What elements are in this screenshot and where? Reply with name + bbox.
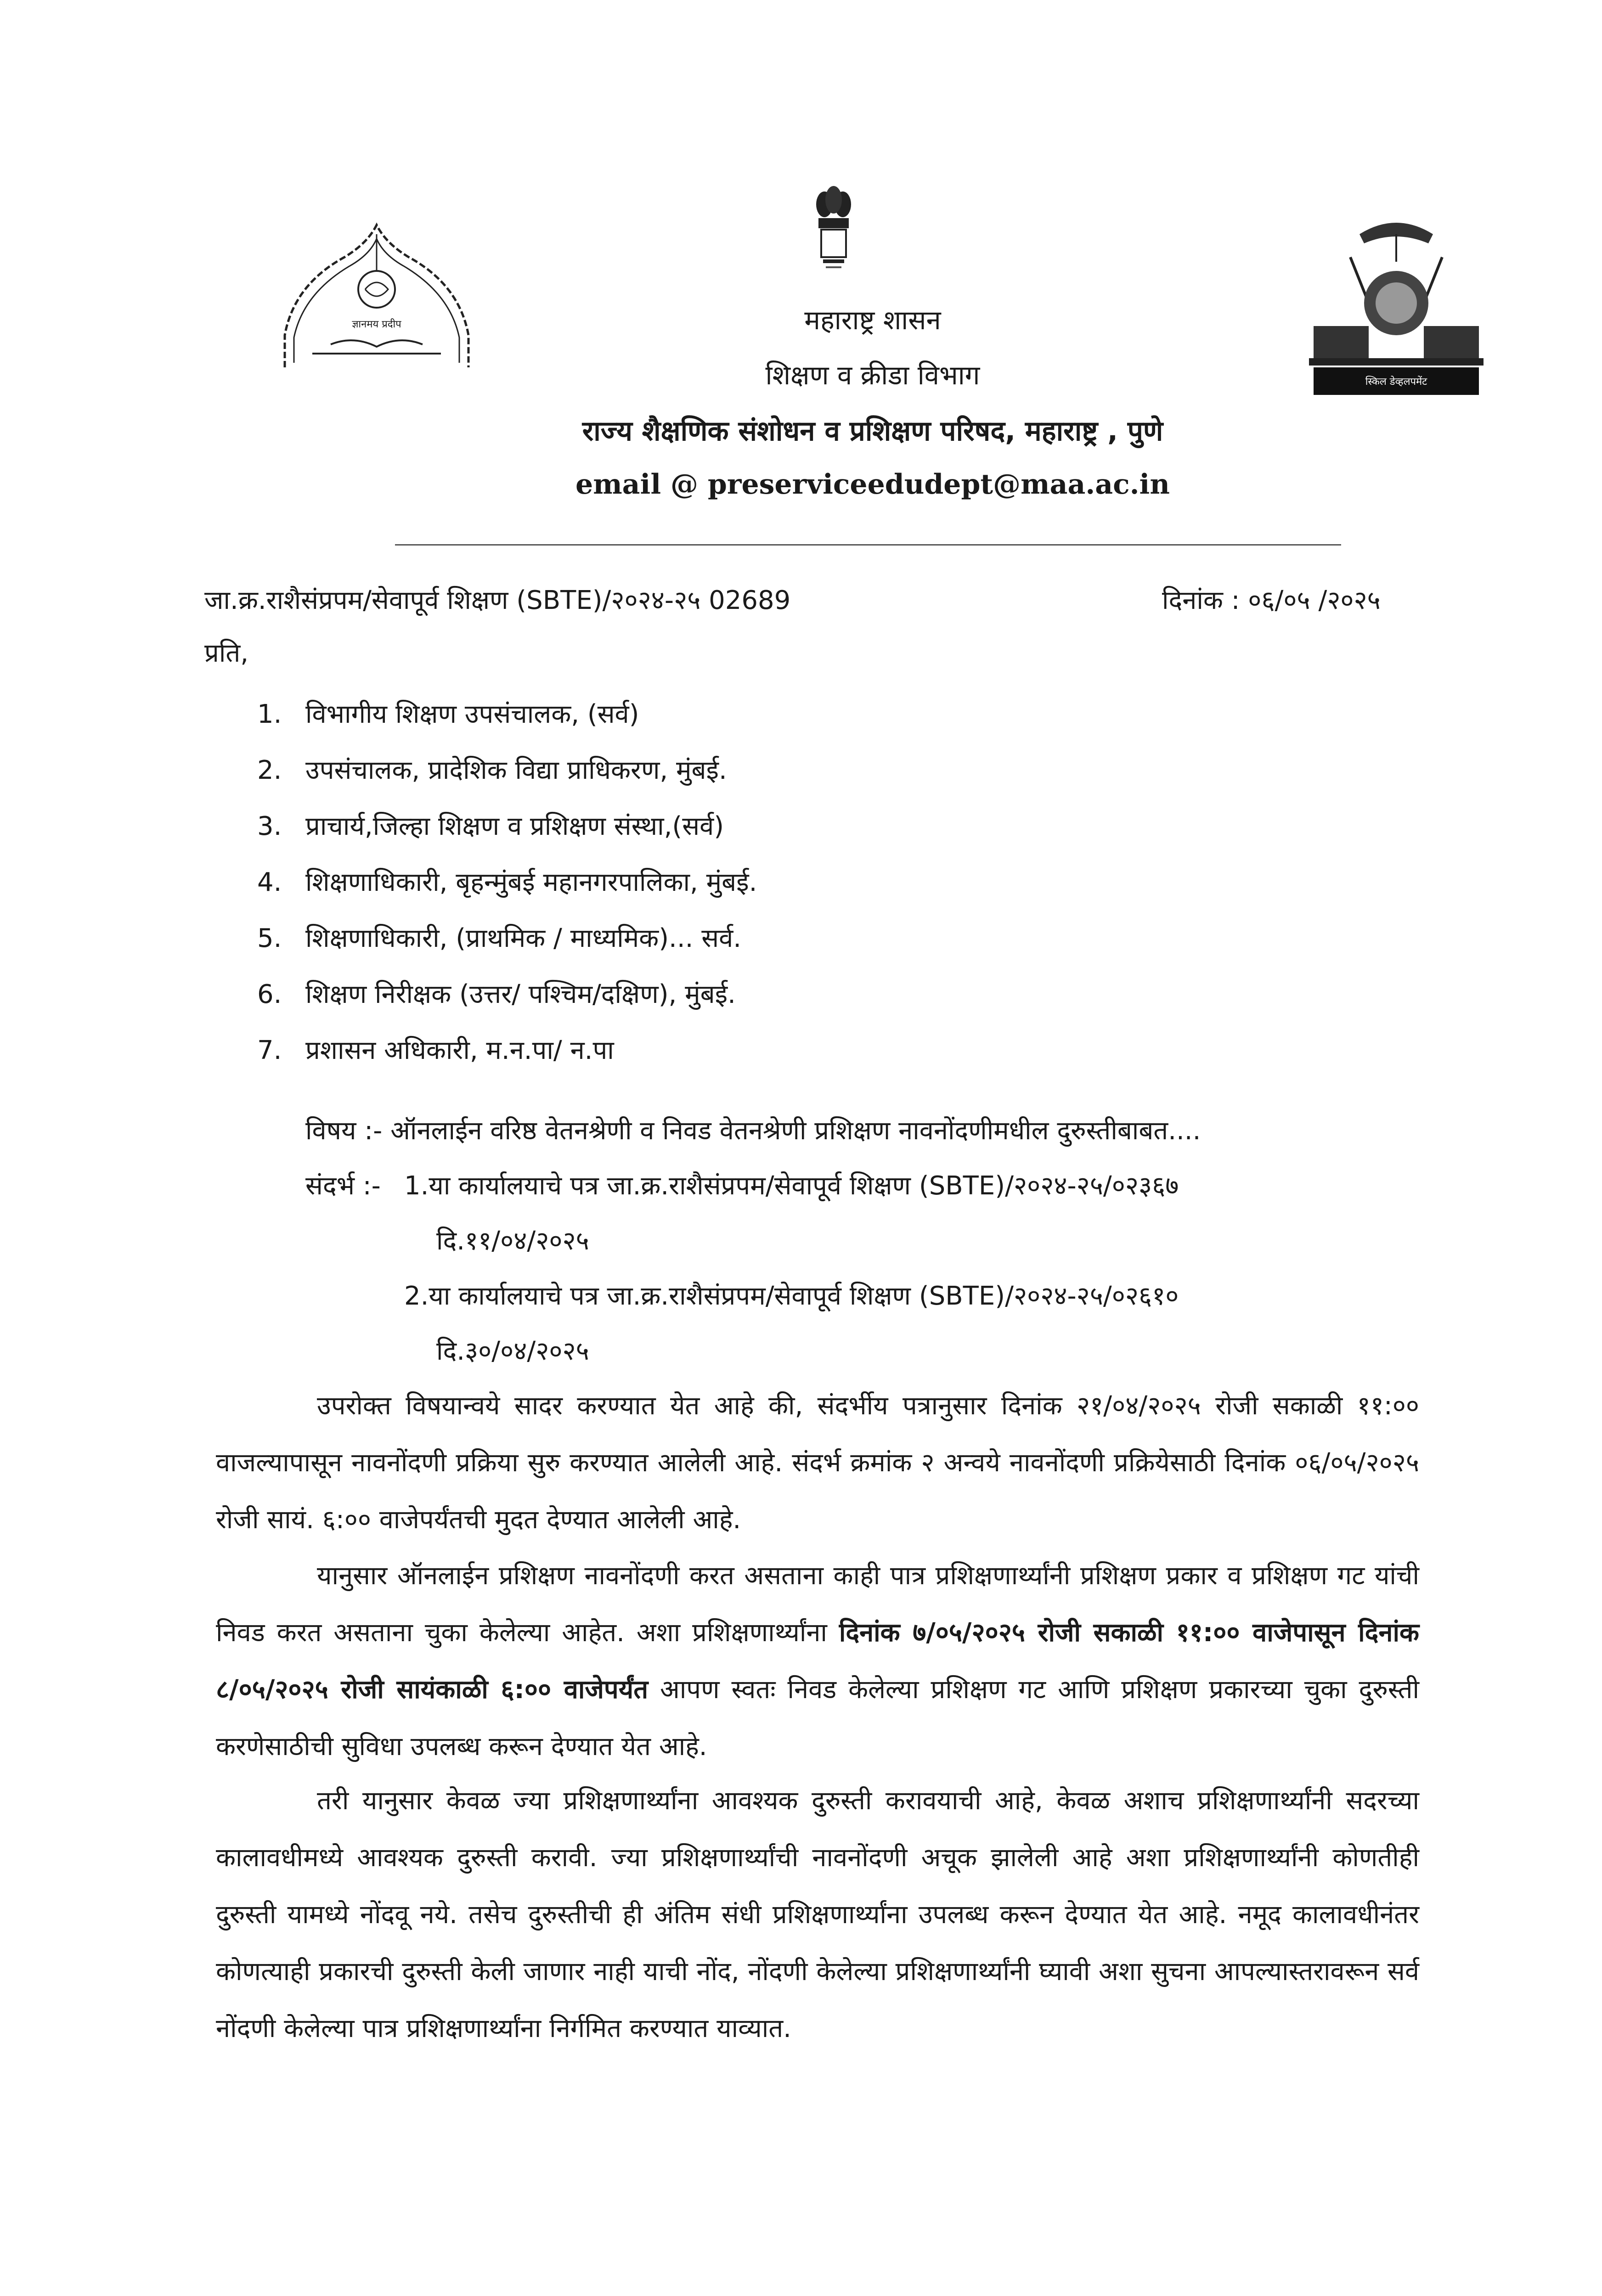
- list-item: 3. प्राचार्य,जिल्हा शिक्षण व प्रशिक्षण संस्था,(सर्व): [257, 811, 724, 841]
- government-name: महाराष्ट्र शासन: [804, 304, 941, 336]
- list-item: 7. प्रशासन अधिकारी, म.न.पा/ न.पा: [257, 1035, 614, 1065]
- reference-2-date: दि.३०/०४/२०२५: [436, 1336, 589, 1366]
- recipients-list: [257, 696, 757, 1088]
- department-name: शिक्षण व क्रीडा विभाग: [765, 360, 980, 391]
- reference-number: जा.क्र.राशैसंप्रपम/सेवापूर्व शिक्षण (SBTE)/२०२४-२५ 02689: [204, 585, 791, 615]
- scert-logo: [276, 220, 478, 377]
- list-item: 2. उपसंचालक, प्रादेशिक विद्या प्राधिकरण, मुंबई.: [257, 755, 727, 785]
- list-item: 4. शिक्षणाधिकारी, बृहन्मुंबई महानगरपालिका, मुंबई.: [257, 867, 757, 897]
- paragraph-1: उपरोक्त विषयान्वये सादर करण्यात येत आहे की, संदर्भीय पत्रानुसार दिनांक २१/०४/२०२५ रोजी सकाळी ११:०० वाजल्यापासून नावनोंदणी प्रक्रिया सुरु करण्यात आलेली आहे. संदर्भ क्रमांक २ अन्वये नावनोंदणी प्रक्रियेसाठी दिनांक ०६/०५/२०२५ रोजी सायं. ६:०० वाजेपर्यंतची मुदत देण्यात आलेली आहे.: [216, 1391, 1419, 1535]
- paragraph-3: तरी यानुसार केवळ ज्या प्रशिक्षणार्थ्यांना आवश्यक दुरुस्ती करावयाची आहे, केवळ अशाच प्रशिक्षणार्थ्यांनी सदरच्या कालावधीमध्ये आवश्यक दुरुस्ती करावी. ज्या प्रशिक्षणार्थ्यांची नावनोंदणी अचूक झालेली आहे अशा प्रशिक्षणार्थ्यांनी कोणतीही दुरुस्ती यामध्ये नोंदवू नये. तसेच दुरुस्तीची ही अंतिम संधी प्रशिक्षणार्थ्यांना उपलब्ध करून देण्यात येत आहे. नमूद कालावधीनंतर कोणत्याही प्रकारची दुरुस्ती केली जाणार नाही याची नोंद, नोंदणी केलेल्या प्रशिक्षणार्थ्यांनी घ्यावी अशा सुचना आपल्यास्तरावरून सर्व नोंदणी केलेल्या पात्र प्रशिक्षणार्थ्यांना निर्गमित करण्यात याव्यात.: [216, 1786, 1419, 2043]
- subject-line: विषय :- ऑनलाईन वरिष्ठ वेतनश्रेणी व निवड वेतनश्रेणी प्रशिक्षण नावनोंदणीमधील दुरुस्तीबाबत....: [305, 1116, 1201, 1146]
- to-label: प्रति,: [204, 638, 249, 668]
- list-item: 6. शिक्षण निरीक्षक (उत्तर/ पश्चिम/दक्षिण), मुंबई.: [257, 979, 736, 1009]
- contact-email[interactable]: email @ preserviceedudept@maa.ac.in: [575, 468, 1170, 501]
- paragraph-2: यानुसार ऑनलाईन प्रशिक्षण नावनोंदणी करत असताना काही पात्र प्रशिक्षणार्थ्यांनी प्रशिक्षण प्रकार व प्रशिक्षण गट यांची निवड करत असताना चुका केलेल्या आहेत. अशा प्रशिक्षणार्थ्यांना दिनांक ७/०५/२०२५ रोजी सकाळी ११:०० वाजेपासून दिनांक ८/०५/२०२५ रोजी सायंकाळी ६:०० वाजेपर्यंत आपण स्वतः निवड केलेल्या प्रशिक्षण गट आणि प्रशिक्षण प्रकारच्या चुका दुरुस्ती करणेसाठीची सुविधा उपलब्ध करून देण्यात येत आहे.: [216, 1561, 1419, 1761]
- council-name: राज्य शैक्षणिक संशोधन व प्रशिक्षण परिषद, महाराष्ट्र , पुणे: [582, 415, 1163, 447]
- national-emblem-icon: [813, 184, 854, 276]
- list-item: 5. शिक्षणाधिकारी, (प्राथमिक / माध्यमिक)... सर्व.: [257, 923, 742, 953]
- references-label: संदर्भ :-: [305, 1171, 381, 1201]
- header-divider: [395, 544, 1341, 546]
- reference-1-date: दि.११/०४/२०२५: [436, 1226, 589, 1256]
- left-logo-caption: ज्ञानमय प्रदीप: [352, 319, 401, 330]
- list-item: 1. विभागीय शिक्षण उपसंचालक, (सर्व): [257, 699, 639, 729]
- right-logo-caption: स्किल डेव्हलपमेंट: [1365, 376, 1427, 388]
- reference-2: 2.या कार्यालयाचे पत्र जा.क्र.राशैसंप्रपम/सेवापूर्व शिक्षण (SBTE)/२०२४-२५/०२६१०: [404, 1281, 1179, 1311]
- reference-1: 1.या कार्यालयाचे पत्र जा.क्र.राशैसंप्रपम/सेवापूर्व शिक्षण (SBTE)/२०२४-२५/०२३६७: [404, 1171, 1179, 1201]
- correction-window: दिनांक ७/०५/२०२५ रोजी सकाळी ११:०० वाजेपासून दिनांक ८/०५/२०२५ रोजी सायंकाळी ६:०० वाजेपर्यंत: [216, 1618, 1419, 1705]
- skill-dept-logo: [1304, 207, 1488, 400]
- letter-date: दिनांक : ०६/०५ /२०२५: [1162, 585, 1381, 615]
